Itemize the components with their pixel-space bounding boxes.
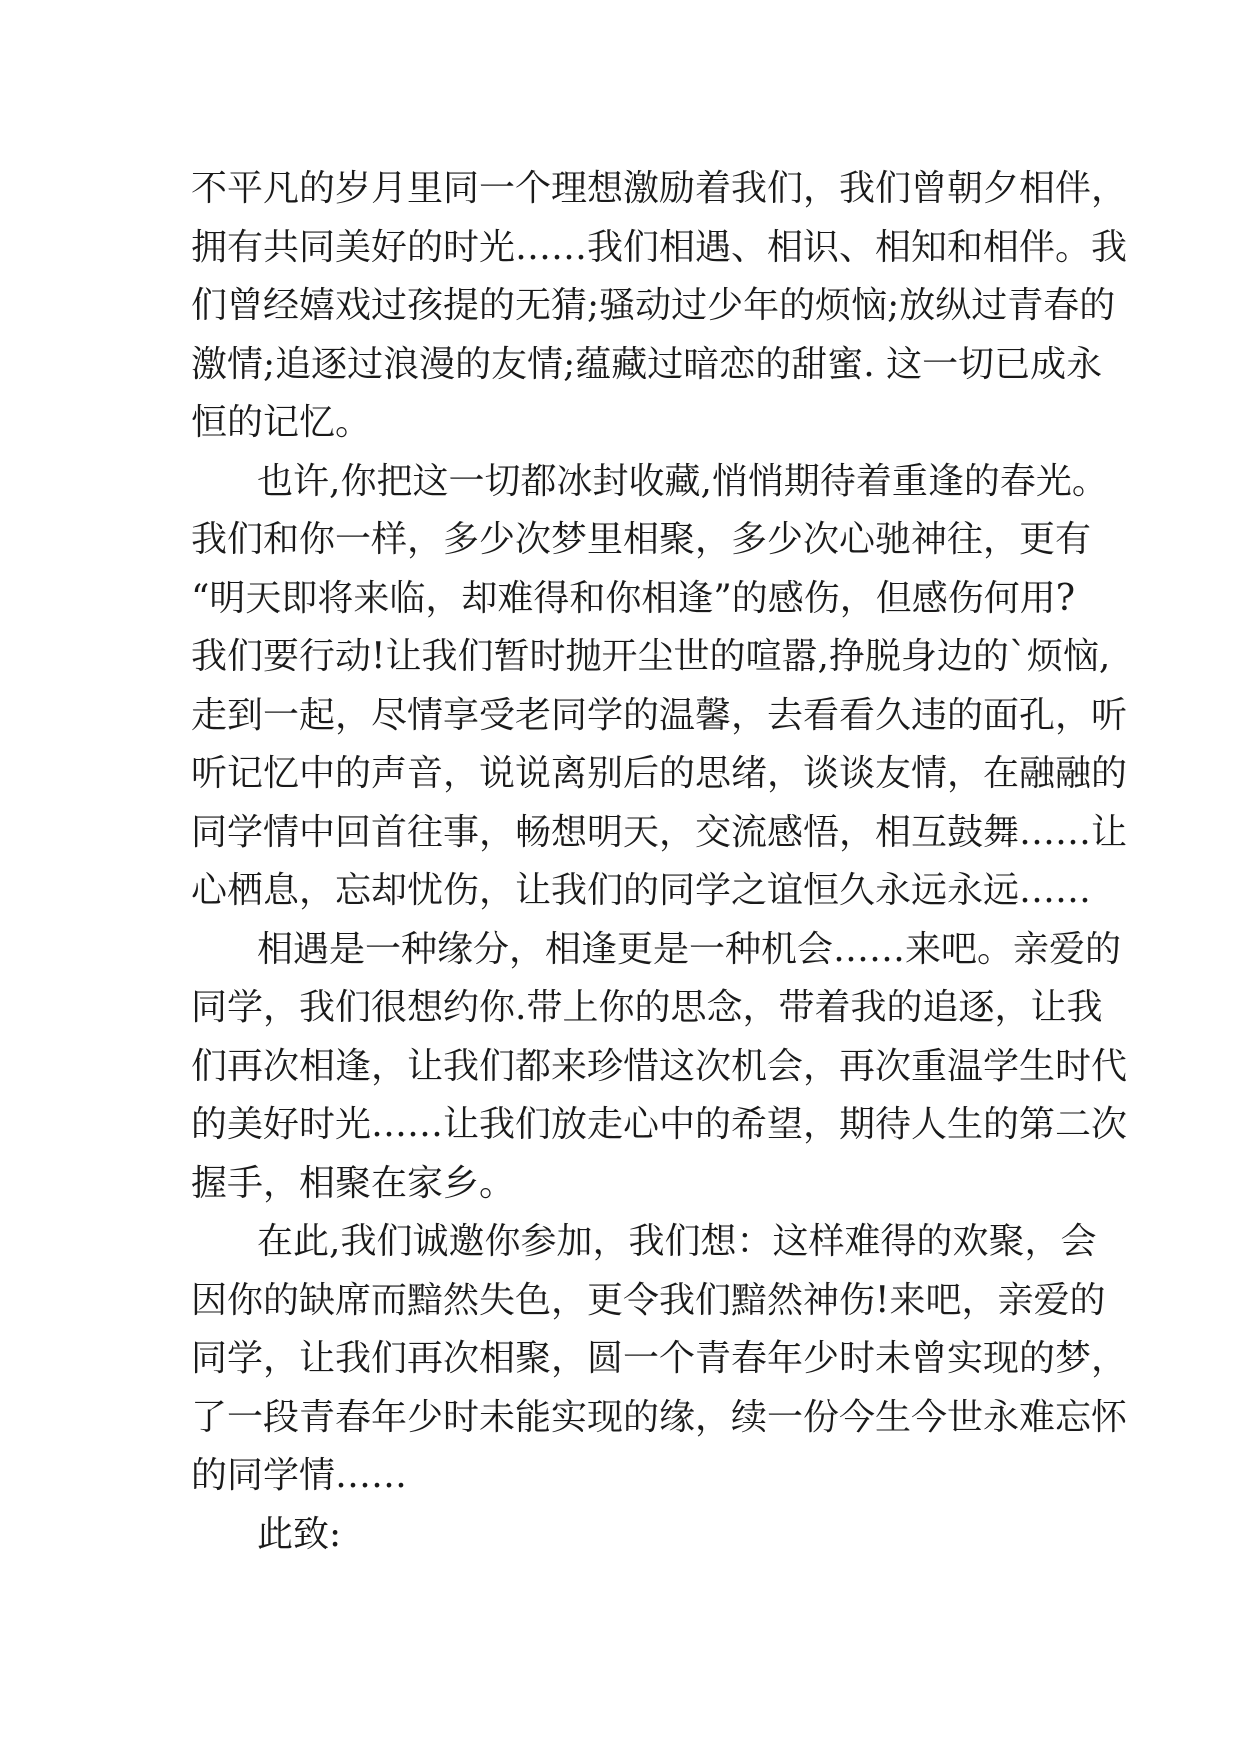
paragraph: [191, 921, 1128, 1214]
text-line: 了一段青春年少时未能实现的缘，续一份今生今世永难忘怀: [191, 1396, 1128, 1438]
text-line: 也许,你把这一切都冰封收藏,悄悄期待着重逢的春光。: [257, 460, 1108, 502]
text-line: “明天即将来临，却难得和你相逢”的感伤，但感伤何用?: [191, 577, 1076, 619]
text-line: 走到一起，尽情享受老同学的温馨，去看看久违的面孔，听: [191, 694, 1128, 736]
text-line: 拥有共同美好的时光……我们相遇、相识、相知和相伴。我: [191, 226, 1128, 268]
paragraph: [191, 1213, 1128, 1506]
text-line: 激情;追逐过浪漫的友情;蕴藏过暗恋的甜蜜. 这一切已成永: [191, 343, 1103, 385]
text-line: 们曾经嬉戏过孩提的无猜;骚动过少年的烦恼;放纵过青春的: [191, 285, 1116, 326]
text-line: 同学，让我们再次相聚，圆一个青春年少时未曾实现的梦，: [191, 1338, 1128, 1379]
closing-salutation: [191, 1506, 1051, 1565]
text-line: 因你的缺席而黯然失色，更令我们黯然神伤!来吧，亲爱的: [191, 1279, 1106, 1321]
text-line: 听记忆中的声音，说说离别后的思绪，谈谈友情，在融融的: [191, 753, 1128, 794]
paragraph: [191, 160, 1128, 453]
text-line: 握手，相聚在家乡。: [191, 1162, 516, 1204]
text-line: 的美好时光……让我们放走心中的希望，期待人生的第二次: [191, 1104, 1128, 1145]
text-line: 不平凡的岁月里同一个理想激励着我们，我们曾朝夕相伴，: [191, 168, 1128, 209]
text-line: 心栖息，忘却忧伤，让我们的同学之谊恒久永远永远……: [191, 870, 1092, 911]
text-line: 恒的记忆。: [191, 402, 372, 443]
paragraph: [191, 453, 1128, 921]
text-line: 相遇是一种缘分，相逢更是一种机会……来吧。亲爱的: [257, 928, 1122, 970]
text-line: 同学情中回首往事，畅想明天，交流感悟，相互鼓舞……让: [191, 811, 1128, 853]
letter-body: [191, 160, 1128, 1564]
text-line: 我们和你一样，多少次梦里相聚，多少次心驰神往，更有: [191, 519, 1092, 560]
text-line: 的同学情……: [191, 1455, 408, 1496]
text-line: 们再次相逢，让我们都来珍惜这次机会，再次重温学生时代: [191, 1045, 1128, 1087]
text-line: 此致:: [257, 1513, 342, 1555]
text-line: 同学，我们很想约你.带上你的思念，带着我的追逐，让我: [191, 987, 1103, 1028]
text-line: 在此,我们诚邀你参加，我们想：这样难得的欢聚，会: [257, 1221, 1097, 1262]
text-line: 我们要行动!让我们暂时抛开尘世的喧嚣,挣脱身边的`烦恼,: [191, 636, 1111, 677]
